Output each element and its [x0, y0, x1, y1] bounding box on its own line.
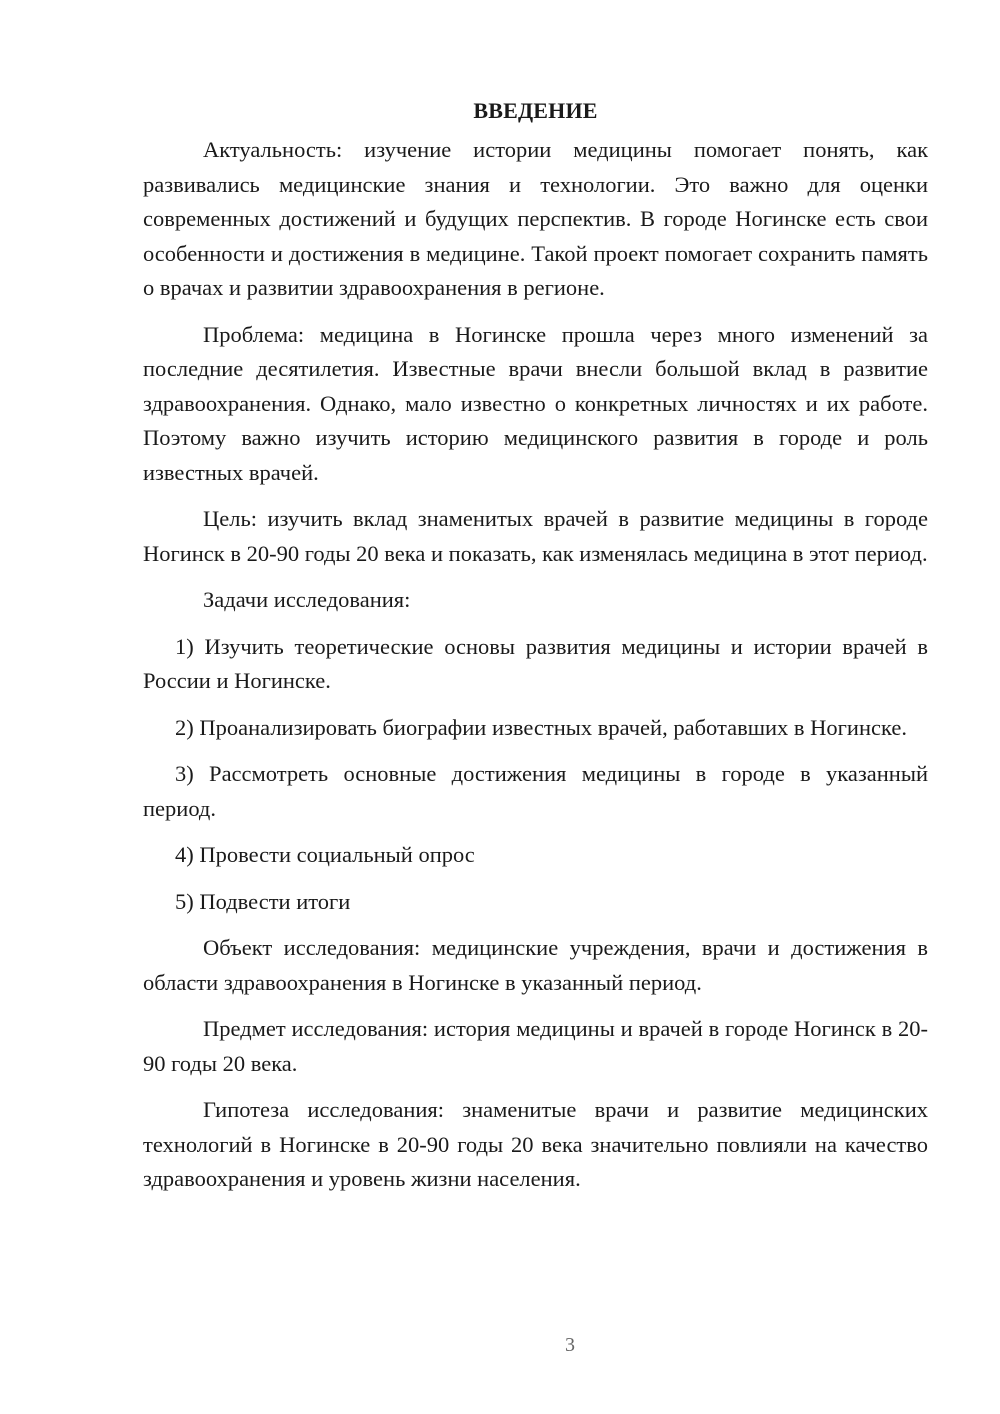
paragraph-object: Объект исследования: медицинские учреждения, врачи и достижения в области здравоохранения в Ногинске в указанный период. [143, 935, 928, 995]
paragraph-subject: Предмет исследования: история медицины и врачей в городе Ногинск в 20-90 годы 20 века. [143, 1016, 928, 1076]
section-heading: ВВЕДЕНИЕ [473, 98, 598, 123]
paragraph-relevance: Актуальность: изучение истории медицины помогает понять, как развивались медицинские знания и технологии. Это важно для оценки современных достижений и будущих перспектив. В городе Ногинске есть свои особенности и достижения в медицине. Такой проект помогает сохранить память о врачах и развитии здравоохранения в регионе. [143, 137, 928, 300]
task-item-5: 5) Подвести итоги [175, 888, 351, 914]
paragraph-goal: Цель: изучить вклад знаменитых врачей в развитие медицины в городе Ногинск в 20-90 годы 20 века и показать, как изменялась медицина в этот период. [143, 506, 928, 566]
paragraph-problem: Проблема: медицина в Ногинске прошла через много изменений за последние десятилетия. Известные врачи внесли большой вклад в развитие здравоохранения. Однако, мало известно о конкретных личностях и их работе. Поэтому важно изучить историю медицинского развития в городе и роль известных врачей. [143, 321, 928, 485]
document-body [143, 96, 928, 1209]
page-number: 3 [565, 1334, 575, 1356]
task-item-3: 3) Рассмотреть основные достижения медицины в городе в указанный период. [143, 761, 928, 821]
task-item-2: 2) Проанализировать биографии известных врачей, работавших в Ногинске. [175, 714, 907, 740]
paragraph-tasks-title: Задачи исследования: [203, 587, 411, 612]
task-item-1: 1) Изучить теоретические основы развития медицины и истории врачей в России и Ногинске. [143, 633, 928, 693]
task-item-4: 4) Провести социальный опрос [175, 842, 475, 867]
paragraph-hypothesis: Гипотеза исследования: знаменитые врачи и развитие медицинских технологий в Ногинске в 20-90 годы 20 века значительно повлияли на качество здравоохранения и уровень жизни населения. [143, 1097, 928, 1191]
